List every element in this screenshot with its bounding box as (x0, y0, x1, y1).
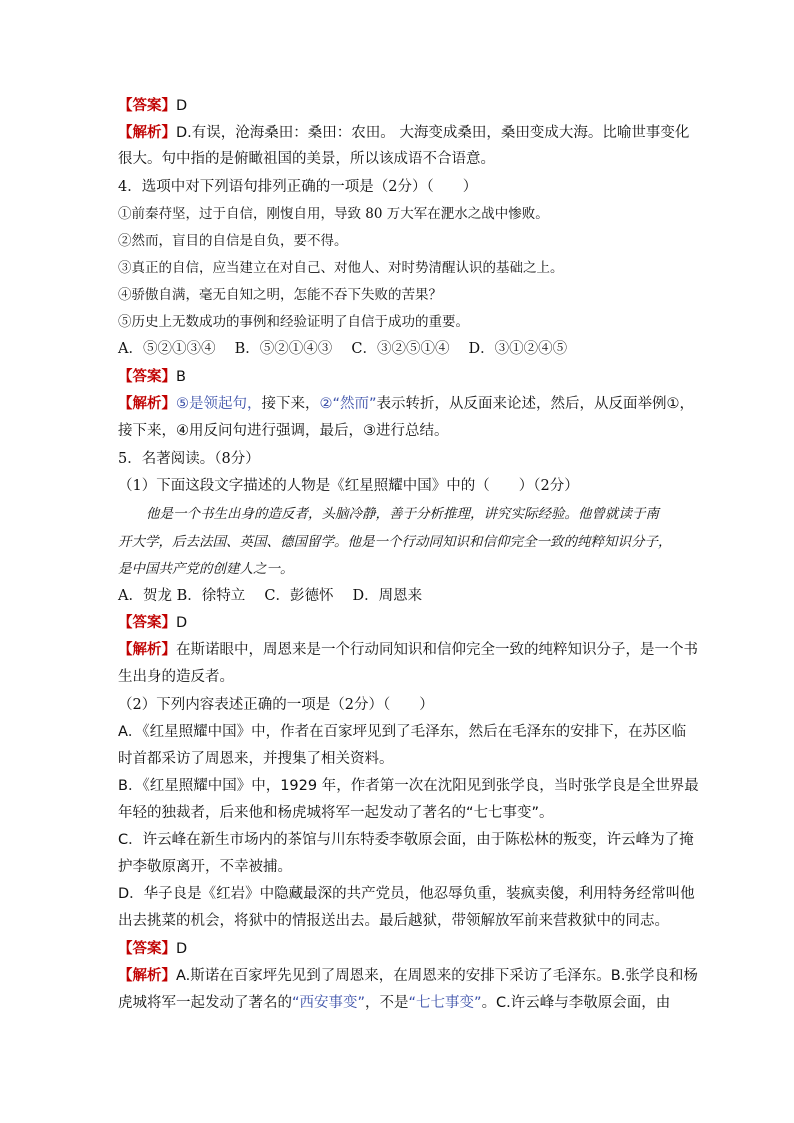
q4-sentence-4: ④骄傲自满，毫无自知之明，怎能不吞下失败的苦果？ (118, 287, 442, 303)
q4-analysis-line-2: 接下来，④用反问句进行强调，最后，③进行总结。 (118, 423, 449, 439)
q3-analysis-line-1 (118, 123, 689, 143)
q5-sub2-option-c-line-2: 护李敬原离开，不幸被捕。 (118, 859, 292, 875)
q4-analysis-line-1 (118, 394, 694, 414)
q5-sub2-option-d-line-1: D．华子良是《红岩》中隐藏最深的共产党员，他忍辱负重，装疯卖傻，利用特务经常叫他 (118, 886, 695, 902)
q5-sub2-analysis-qiqi: “七七事变” (408, 995, 482, 1011)
q5-sub1-analysis-text: 在斯诺眼中，周恩来是一个行动同知识和信仰完全一致的纯粹知识分子，是一个书 (176, 642, 698, 658)
q4-sentence-5: ⑤历史上无数成功的事例和经验证明了自信于成功的重要。 (118, 314, 469, 330)
q5-sub2-option-b-line-2: 年轻的独裁者，后来他和杨虎城将军一起发动了著名的“七七事变”。 (118, 805, 554, 821)
q5-sub2-option-a-line-2: 时首都采访了周恩来，并搜集了相关资料。 (118, 751, 394, 767)
q5-sub1-stem: （1）下面这段文字描述的人物是《红星照耀中国》中的（ ）（2分） (118, 478, 579, 494)
q5-stem: 5．名著阅读。（8分） (118, 451, 260, 467)
q3-answer: D (176, 98, 188, 114)
q5-sub2-analysis-text: A.斯诺在百家坪先见到了周恩来，在周恩来的安排下采访了毛泽东。B.张学良和杨 (176, 968, 698, 984)
q5-sub1-analysis-line-1 (118, 640, 698, 660)
answer-tag: 【答案】 (118, 615, 176, 631)
q3-answer-line (118, 96, 187, 116)
analysis-tag: 【解析】 (118, 396, 176, 412)
q5-sub2-analysis-xian: “西安事变” (292, 995, 366, 1011)
q5-sub2-option-d-line-2: 出去挑菜的机会，将狱中的情报送出去。最后越狱，带领解放军前来营救狱中的同志。 (118, 913, 669, 929)
q5-sub2-analysis-part-2: ，不是 (365, 995, 409, 1011)
q5-sub2-analysis-line-1 (118, 966, 698, 986)
q4-analysis-lead: ⑤是领起句， (176, 396, 262, 412)
q5-sub2-analysis-part-3: 。C.许云峰与李敬原会面，由 (481, 995, 671, 1011)
q4-sentence-2: ②然而，盲目的自信是自负，要不得。 (118, 233, 348, 249)
q4-sentence-1: ①前秦苻坚，过于自信，刚愎自用，导致 80 万大军在淝水之战中惨败。 (118, 206, 549, 222)
q3-analysis-line-2: 很大。句中指的是俯瞰祖国的美景，所以该成语不合语意。 (118, 151, 495, 167)
analysis-tag: 【解析】 (118, 968, 176, 984)
answer-tag: 【答案】 (118, 369, 176, 385)
q5-sub1-options: A．贺龙 B．徐特立 C．彭德怀 D．周恩来 (118, 588, 423, 604)
analysis-tag: 【解析】 (118, 125, 176, 141)
q4-answer: B (176, 369, 186, 385)
q4-analysis-quote: ②“然而” (319, 396, 377, 412)
q5-sub2-answer: D (176, 941, 188, 957)
q5-sub2-analysis-part-1: 虎城将军一起发动了著名的 (118, 995, 292, 1011)
q5-sub1-answer-line (118, 613, 187, 633)
q5-sub2-option-a-line-1: A．《红星照耀中国》中，作者在百家坪见到了毛泽东，然后在毛泽东的安排下，在苏区临 (118, 724, 687, 740)
q5-sub1-analysis-line-2: 生出身的造反者。 (118, 669, 234, 685)
q5-passage-line-2: 开大学，后去法国、英国、德国留学。他是一个行动同知识和信仰完全一致的纯粹知识分子， (118, 534, 672, 550)
q4-answer-line (118, 367, 186, 387)
q5-sub2-option-c-line-1: C．许云峰在新生市场内的茶馆与川东特委李敬原会面，由于陈松林的叛变，许云峰为了掩 (118, 832, 694, 848)
answer-tag: 【答案】 (118, 98, 176, 114)
q4-analysis-rest: 表示转折，从反面来论述，然后，从反面举例①， (376, 396, 695, 412)
answer-tag: 【答案】 (118, 941, 176, 957)
q3-analysis-text: D.有误，沧海桑田：桑田：农田。 大海变成桑田，桑田变成大海。比喻世事变化 (176, 125, 690, 141)
q5-sub2-analysis-line-2 (118, 993, 670, 1013)
q4-analysis-next: 接下来， (261, 396, 320, 412)
q5-sub1-answer: D (176, 615, 188, 631)
q5-sub2-option-b-line-1: B．《红星照耀中国》中，1929 年，作者第一次在沈阳见到张学良，当时张学良是全世界最 (118, 778, 699, 794)
q5-sub2-stem: （2）下列内容表述正确的一项是（2分）（ ） (118, 697, 434, 713)
q4-sentence-3: ③真正的自信，应当建立在对自己、对他人、对时势清醒认识的基础之上。 (118, 260, 564, 276)
q5-passage-line-3: 是中国共产党的创建人之一。 (118, 561, 294, 577)
q4-stem: 4．选项中对下列语句排列正确的一项是（2分）（ ） (118, 179, 478, 195)
q4-options: A．⑤②①③④ B．⑤②①④③ C．③②⑤①④ D．③①②④⑤ (118, 341, 568, 357)
q5-passage-line-1: 他是一个书生出身的造反者，头脑冷静，善于分析推理，讲究实际经验。他曾就读于南 (146, 506, 659, 522)
q5-sub2-answer-line (118, 939, 187, 959)
analysis-tag: 【解析】 (118, 642, 176, 658)
